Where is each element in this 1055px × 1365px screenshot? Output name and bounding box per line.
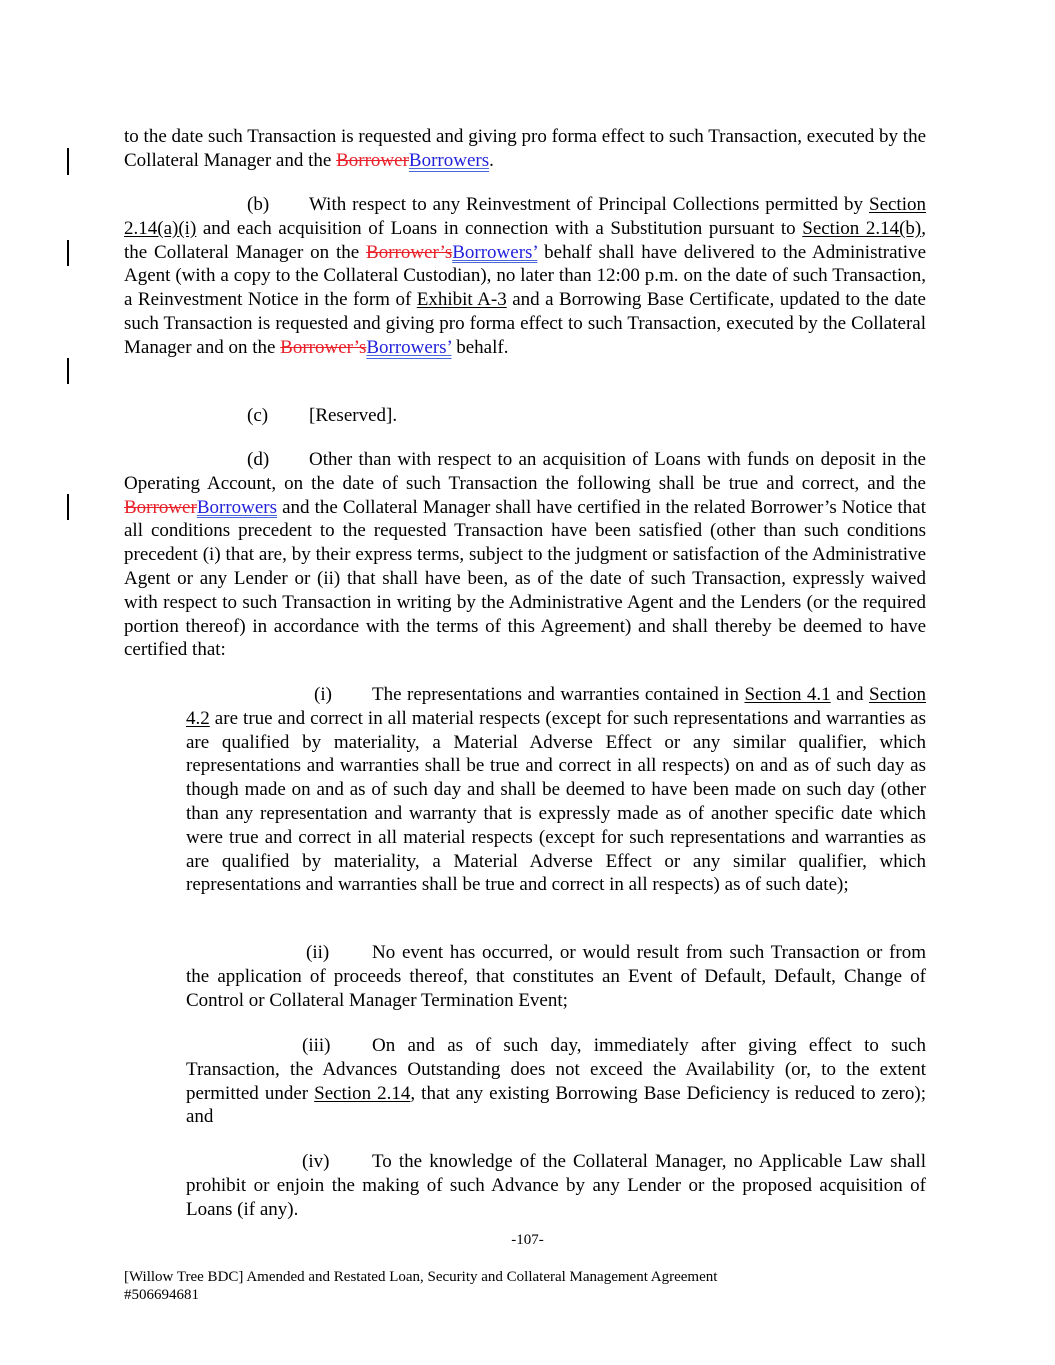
- clause-label: (ii): [306, 942, 330, 963]
- page-number: -107-: [511, 1232, 544, 1248]
- change-bar: [67, 494, 69, 520]
- paragraph-b: (b) With respect to any Reinvestment of Principal Collections permitted by Section 2.14(a)(i) and each acquisition of Loans in connection with a Substitution pursuant to Section 2.14(b), the Collateral Manager on the Borrower’sBorrowers’ behalf shall have delivered to the Administrative Agent (with a copy to the Collateral Custodian), no later than 12:00 p.m. on the date of such Transaction, a Reinvestment Notice in the form of Exhibit A-3 and a Borrowing Base Certificate, updated to the date such Transaction is requested and giving pro forma effect to such Transaction, executed by the Collateral Manager and on the Borrower’sBorrowers’ behalf.: [124, 194, 926, 358]
- footer-title: [Willow Tree BDC] Amended and Restated Loan, Security and Collateral Management Agreement: [124, 1269, 718, 1285]
- deleted-text: Borrower: [124, 496, 197, 518]
- section-reference: Section 2.14: [314, 1082, 411, 1104]
- deleted-text: Borrower’s: [280, 336, 367, 358]
- inserted-text: Borrowers’: [366, 336, 452, 358]
- change-bar: [67, 240, 69, 266]
- paragraph-d-iv: (iv) To the knowledge of the Collateral Manager, no Applicable Law shall prohibit or enjoin the making of such Advance by any Lender or the proposed acquisition of Loans (if any).: [186, 1151, 926, 1220]
- paragraph-c: (c) [Reserved].: [247, 405, 398, 426]
- section-reference: Section 2.14(b): [802, 217, 922, 239]
- clause-label: (i): [314, 684, 332, 705]
- inserted-text: Borrowers’: [452, 241, 538, 263]
- paragraph-d-i: (i) The representations and warranties contained in Section 4.1 and Section 4.2 are true and correct in all material respects (except for such representations and warranties as are qualified by materiality, a Material Adverse Effect or any similar qualifier, which representations and warranties shall be true and correct in all respects) on and as of such day as though made on and as of such day and shall be deemed to have been made on such day (other than any representation and warranty that is expressly made as of another specific date which were true and correct in all material respects (except for such representations and warranties as are qualified by materiality, a Material Adverse Effect or any similar qualifier, which representations and warranties shall be true and correct in all respects) as of such date);: [186, 684, 927, 896]
- exhibit-reference: Exhibit A-3: [416, 289, 507, 311]
- footer: [124, 1268, 717, 1304]
- section-reference: Section 4.2: [186, 684, 927, 729]
- change-bar: [67, 148, 69, 175]
- paragraph-d: (d) Other than with respect to an acquisition of Loans with funds on deposit in the Operating Account, on the date of such Transaction the following shall be true and correct, and the BorrowerBorrowers and the Collateral Manager shall have certified in the related Borrower’s Notice that all conditions precedent to the requested Transaction have been satisfied (other than such conditions precedent (i) that are, by their express terms, subject to the judgment or satisfaction of the Administrative Agent or any Lender or (ii) that shall have been, as of the date of such Transaction, expressly waived with respect to such Transaction in writing by the Administrative Agent and the Lenders (or the required portion thereof) in accordance with the terms of this Agreement) and shall thereby be deemed to have certified that:: [124, 449, 926, 661]
- section-reference: Section 4.1: [744, 684, 831, 705]
- deleted-text: Borrower: [336, 149, 409, 171]
- clause-label: (d): [247, 449, 270, 470]
- paragraph-continuation: to the date such Transaction is requested and giving pro forma effect to such Transaction, executed by the Collateral Manager and the BorrowerBorrowers.: [124, 126, 926, 171]
- clause-label: (iv): [302, 1151, 330, 1172]
- section-reference: Section 2.14(a)(i): [124, 194, 926, 239]
- inserted-text: Borrowers: [408, 149, 490, 171]
- deleted-text: Borrower’s: [366, 241, 453, 263]
- clause-label: (iii): [302, 1035, 331, 1056]
- inserted-text: Borrowers: [196, 496, 278, 518]
- paragraph-d-ii: (ii) No event has occurred, or would result from such Transaction or from the application of proceeds thereof, that constitutes an Event of Default, Default, Change of Control or Collateral Manager Termination Event;: [186, 942, 926, 1011]
- paragraph-d-iii: (iii) On and as of such day, immediately after giving effect to such Transaction, the Advances Outstanding does not exceed the Availability (or, to the extent permitted under Section 2.14, that any existing Borrowing Base Deficiency is reduced to zero); and: [186, 1035, 926, 1128]
- clause-label: (b): [247, 194, 270, 215]
- footer-doc-id: #506694681: [124, 1287, 199, 1303]
- change-bar: [67, 358, 69, 384]
- clause-label: (c): [247, 405, 269, 426]
